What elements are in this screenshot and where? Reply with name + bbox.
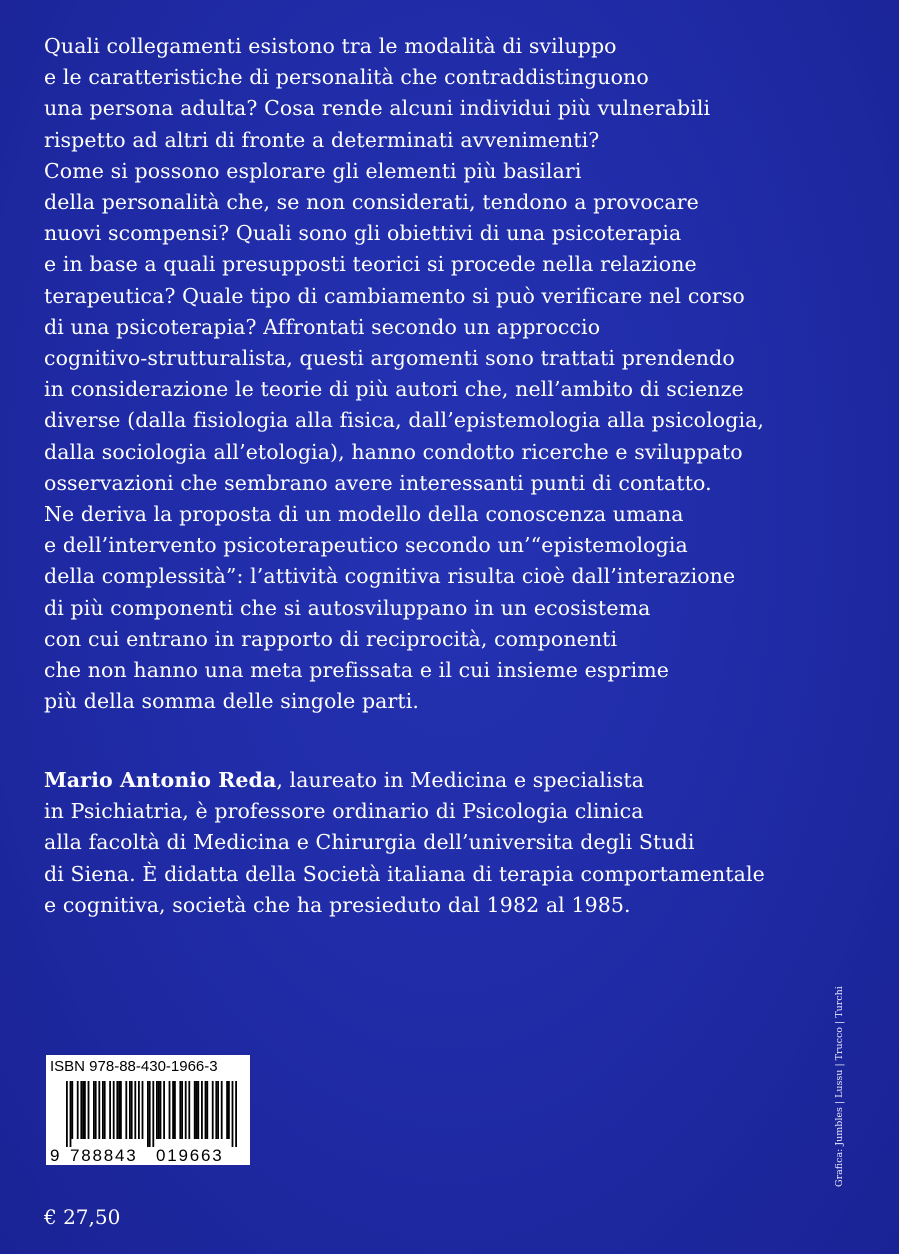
price: € 27,50 [44, 1205, 121, 1229]
barcode-bar [212, 1081, 214, 1139]
barcode-bar [205, 1081, 207, 1139]
barcode-bar [149, 1081, 151, 1147]
blurb-line: che non hanno una meta prefissata e il cui insieme esprime [44, 658, 670, 683]
barcode-bar [142, 1081, 144, 1139]
author-line: alla facoltà di Medicina e Chirurgia dell’universita degli Studi [44, 830, 695, 855]
barcode-bar [82, 1081, 84, 1139]
barcode-bars [46, 1079, 250, 1165]
barcode-bar [188, 1081, 190, 1139]
blurb-line: Come si possono esplorare gli elementi più basilari [44, 158, 582, 183]
barcode-bar [129, 1081, 131, 1139]
barcode-bar [152, 1081, 154, 1147]
author-first-line [44, 765, 874, 796]
barcode-bar [118, 1081, 120, 1139]
barcode-bar [84, 1081, 86, 1139]
barcode-bar [174, 1081, 176, 1139]
barcode-digits-right: 019663 [156, 1146, 224, 1165]
barcode-bar [104, 1081, 106, 1139]
barcode-bar [206, 1081, 208, 1139]
barcode-bar [163, 1081, 165, 1139]
blurb-line: rispetto ad altri di fronte a determinati avvenimenti? [44, 127, 600, 152]
blurb-line: Ne deriva la proposta di un modello della conoscenza umana [44, 502, 684, 527]
author-first-line-rest: , laureato in Medicina e specialista [276, 768, 645, 792]
blurb-text [44, 31, 874, 717]
barcode-bar [98, 1081, 100, 1139]
barcode-bar [179, 1081, 181, 1139]
design-credit: Grafica: Jumbles | Lussu | Trucco | Turchi [834, 986, 845, 1187]
blurb-line: e in base a quali presupposti teorici si procede nella relazione [44, 252, 697, 277]
blurb-line: e le caratteristiche di personalità che contraddistinguono [44, 65, 649, 90]
barcode-bar [116, 1081, 118, 1139]
barcode-bar [160, 1081, 162, 1139]
barcode-bar [215, 1081, 217, 1139]
barcode-bar [196, 1081, 198, 1139]
barcode-bar [93, 1081, 95, 1139]
barcode-bar [156, 1081, 158, 1139]
blurb-line: Quali collegamenti esistono tra le modalità di sviluppo [44, 34, 617, 58]
barcode-bar [185, 1081, 187, 1139]
isbn-barcode [46, 1055, 250, 1165]
blurb-line: una persona adulta? Cosa rende alcuni individui più vulnerabili [44, 96, 711, 121]
barcode-bar [113, 1081, 115, 1139]
blurb-line: con cui entrano in rapporto di reciprocità, componenti [44, 626, 618, 651]
blurb-line: osservazioni che sembrano avere interessanti punti di contatto. [44, 470, 712, 495]
author-name: Mario Antonio Reda [44, 768, 277, 792]
barcode-bar [70, 1081, 72, 1147]
blurb-line: di più componenti che si autosviluppano in un ecosistema [44, 595, 651, 620]
blurb-line: nuovi scompensi? Quali sono gli obiettivi di una psicoterapia [44, 221, 682, 246]
author-line: e cognitiva, società che ha presieduto dal 1982 al 1985. [44, 892, 631, 917]
barcode-bar [95, 1081, 97, 1139]
blurb-line: di una psicoterapia? Affrontati secondo un approccio [44, 314, 601, 339]
blurb-line: cognitivo-strutturalista, questi argomenti sono trattati prendendo [44, 346, 735, 371]
blurb-line: più della somma delle singole parti. [44, 689, 420, 714]
author-line: in Psichiatria, è professore ordinario di Psicologia clinica [44, 799, 644, 824]
author-bio [44, 765, 874, 921]
barcode-bar [221, 1081, 223, 1139]
barcode-bar [232, 1081, 234, 1147]
barcode-bar [125, 1081, 127, 1139]
blurb-line: dalla sociologia all’etologia), hanno condotto ricerche e sviluppato [44, 439, 743, 464]
barcode-bar [134, 1081, 136, 1139]
barcode-bar [228, 1081, 230, 1139]
barcode-bar [172, 1081, 174, 1139]
isbn-label: ISBN 978-88-430-1966-3 [50, 1058, 218, 1075]
blurb-line: terapeutica? Quale tipo di cambiamento si può verificare nel corso [44, 283, 745, 308]
blurb-line: diverse (dalla fisiologia alla fisica, dall’epistemologia alla psicologia, [44, 408, 765, 433]
barcode-bar [109, 1081, 111, 1139]
blurb-line: in considerazione le teorie di più autori che, nell’ambito di scienze [44, 377, 744, 402]
barcode-bar [226, 1081, 228, 1139]
barcode-bar [169, 1081, 171, 1139]
barcode-bar [194, 1081, 196, 1139]
barcode-bar [181, 1081, 183, 1139]
barcode-bar [201, 1081, 203, 1139]
author-line: di Siena. È didatta della Società italiana di terapia comportamentale [44, 861, 765, 886]
barcode-bar [80, 1081, 82, 1139]
barcode-bar [147, 1081, 149, 1147]
blurb-line: e dell’intervento psicoterapeutico secondo un’“epistemologia [44, 533, 688, 558]
barcode-bar [120, 1081, 122, 1139]
barcode-bar [235, 1081, 237, 1147]
blurb-line: della personalità che, se non considerati, tendono a provocare [44, 190, 699, 215]
barcode-bar [158, 1081, 160, 1139]
blurb-line: della complessità”: l’attività cognitiva risulta cioè dall’interazione [44, 564, 736, 589]
barcode-bar [102, 1081, 104, 1139]
barcode-digit-first: 9 [50, 1146, 60, 1165]
barcode-bar [71, 1081, 73, 1139]
barcode-digits-left: 788843 [70, 1146, 138, 1165]
barcode-bar [197, 1081, 199, 1139]
barcode-bar [138, 1081, 140, 1139]
barcode-bar [88, 1081, 90, 1139]
barcode-bar [66, 1081, 68, 1147]
barcode-bar [217, 1081, 219, 1139]
barcode-bar [77, 1081, 79, 1139]
barcode-bar [131, 1081, 133, 1139]
